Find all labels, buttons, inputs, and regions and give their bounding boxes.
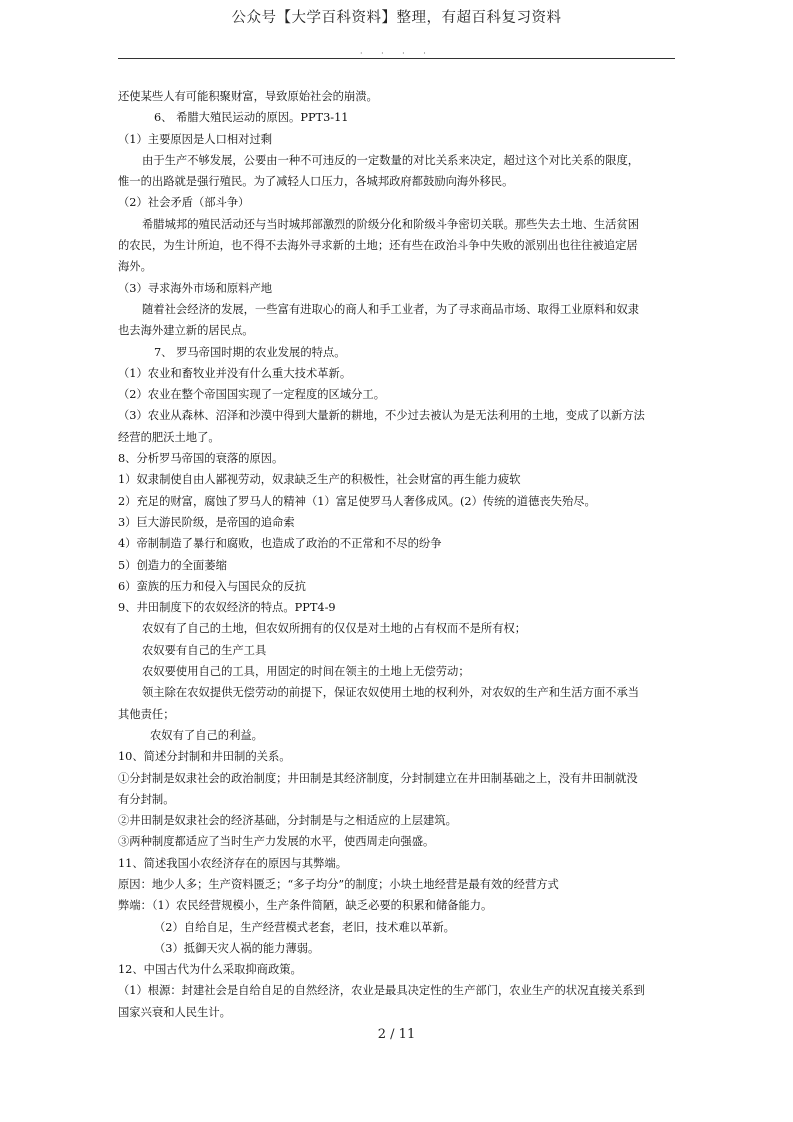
text-line: 国家兴衰和人民生计。 xyxy=(118,1005,231,1019)
text-line: 由于生产不够发展，公要由一种不可违反的一定数量的对比关系来决定，超过这个对比关系的限度， xyxy=(142,153,640,167)
text-line: 其他责任； xyxy=(118,707,175,721)
header-dots: · · · · xyxy=(360,49,434,58)
text-line: 的农民，为生计所迫，也不得不去海外寻求新的土地；还有些在政治斗争中失败的派别出也往往被追定居 xyxy=(118,239,638,253)
text-line: （1）主要原因是人口相对过剩 xyxy=(118,132,273,146)
text-line: 2）充足的财富，腐蚀了罗马人的精神（1）富足使罗马人奢侈成风。(2）传统的道德丧失殆尽。 xyxy=(118,494,596,508)
text-line: 农奴有了自己的土地，但农奴所拥有的仅仅是对土地的占有权而不是所有权； xyxy=(142,622,527,636)
text-line: 农奴有了自己的利益。 xyxy=(150,728,263,742)
header-rule xyxy=(118,58,675,59)
text-line: 经营的肥沃土地了。 xyxy=(118,430,220,444)
question-heading: 8、分析罗马帝国的衰落的原因。 xyxy=(118,452,284,466)
question-heading: 12、中国古代为什么采取抑商政策。 xyxy=(118,963,302,977)
text-line: 1）奴隶制使自由人鄙视劳动，奴隶缺乏生产的积极性，社会财富的再生能力疲软 xyxy=(118,473,521,487)
text-line: 农奴要使用自己的工具，用固定的时间在领主的土地上无偿劳动； xyxy=(142,665,470,679)
text-line: 惟一的出路就是强行殖民。为了减轻人口压力，各城邦政府都鼓励向海外移民。 xyxy=(118,175,514,189)
question-heading: 6、 希腊大殖民运动的原因。PPT3-11 xyxy=(154,111,349,125)
text-line: 5）创造力的全面萎缩 xyxy=(118,558,227,572)
text-line: （3）抵御天灾人祸的能力薄弱。 xyxy=(154,941,320,955)
text-line: （1）根源：封建社会是自给自足的自然经济，农业是最具决定性的生产部门，农业生产的状况直接关系到 xyxy=(118,984,645,998)
document-body xyxy=(118,86,678,1023)
text-line: 3）巨大游民阶级，是帝国的追命索 xyxy=(118,515,295,529)
question-heading: 9、井田制度下的农奴经济的特点。PPT4-9 xyxy=(118,601,336,615)
page-number: 2 / 11 xyxy=(377,1027,416,1042)
text-line: 也去海外建立新的居民点。 xyxy=(118,324,254,338)
text-line: 农奴要有自己的生产工具 xyxy=(142,643,267,657)
text-line: （1）农业和畜牧业并没有什么重大技术革新。 xyxy=(118,366,352,380)
text-line: 随着社会经济的发展，一些富有进取心的商人和手工业者，为了寻求商品市场、取得工业原料和奴隶 xyxy=(142,302,640,316)
page-header: 公众号【大学百科资料】整理，有超百科复习资料 xyxy=(231,10,562,26)
text-line: （2）农业在整个帝国国实现了一定程度的区域分工。 xyxy=(118,388,386,402)
text-line: ③两种制度都适应了当时生产力发展的水平，使西周走向强盛。 xyxy=(118,835,435,849)
question-heading: 10、简述分封制和井田制的关系。 xyxy=(118,750,291,764)
question-heading: 11、简述我国小农经济存在的原因与其弊端。 xyxy=(118,856,348,870)
text-line: ②井田制是奴隶社会的经济基础，分封制是与之相适应的上层建筑。 xyxy=(118,814,457,828)
text-line: 希腊城邦的殖民活动还与当时城邦部激烈的阶级分化和阶级斗争密切关联。那些失去土地、生活贫困 xyxy=(142,217,640,231)
text-line: （3）农业从森林、沼泽和沙漠中得到大量新的耕地，不少过去被认为是无法利用的土地，变成了以新方法 xyxy=(118,409,645,423)
text-line: 弊端：（1）农民经营规模小，生产条件简陋，缺乏必要的积累和储备能力。 xyxy=(118,899,493,913)
text-line: 有分封制。 xyxy=(118,792,175,806)
text-line: 还使某些人有可能积聚财富，导致原始社会的崩溃。 xyxy=(118,90,378,103)
text-line: 海外。 xyxy=(118,260,152,274)
text-line: 领主除在农奴提供无偿劳动的前提下，保证农奴使用土地的权利外，对农奴的生产和生活方面不承当 xyxy=(142,686,640,700)
text-line: 原因：地少人多；生产资料匮乏；“多子均分”的制度；小块土地经营是最有效的经营方式 xyxy=(118,877,559,891)
text-line: 4）帝制制造了暴行和腐败，也造成了政治的不正常和不尽的纷争 xyxy=(118,537,442,551)
text-line: ①分封制是奴隶社会的政治制度；井田制是其经济制度，分封制建立在井田制基础之上，没有井田制就没 xyxy=(118,771,638,785)
question-heading: 7、 罗马帝国时期的农业发展的特点。 xyxy=(154,345,346,359)
text-line: （3）寻求海外市场和原料产地 xyxy=(118,281,273,295)
text-line: （2）自给自足，生产经营模式老套，老旧，技术难以革新。 xyxy=(154,920,455,934)
text-line: （2）社会矛盾（部斗争） xyxy=(118,196,250,210)
text-line: 6）蛮族的压力和侵入与国民众的反抗 xyxy=(118,579,306,593)
